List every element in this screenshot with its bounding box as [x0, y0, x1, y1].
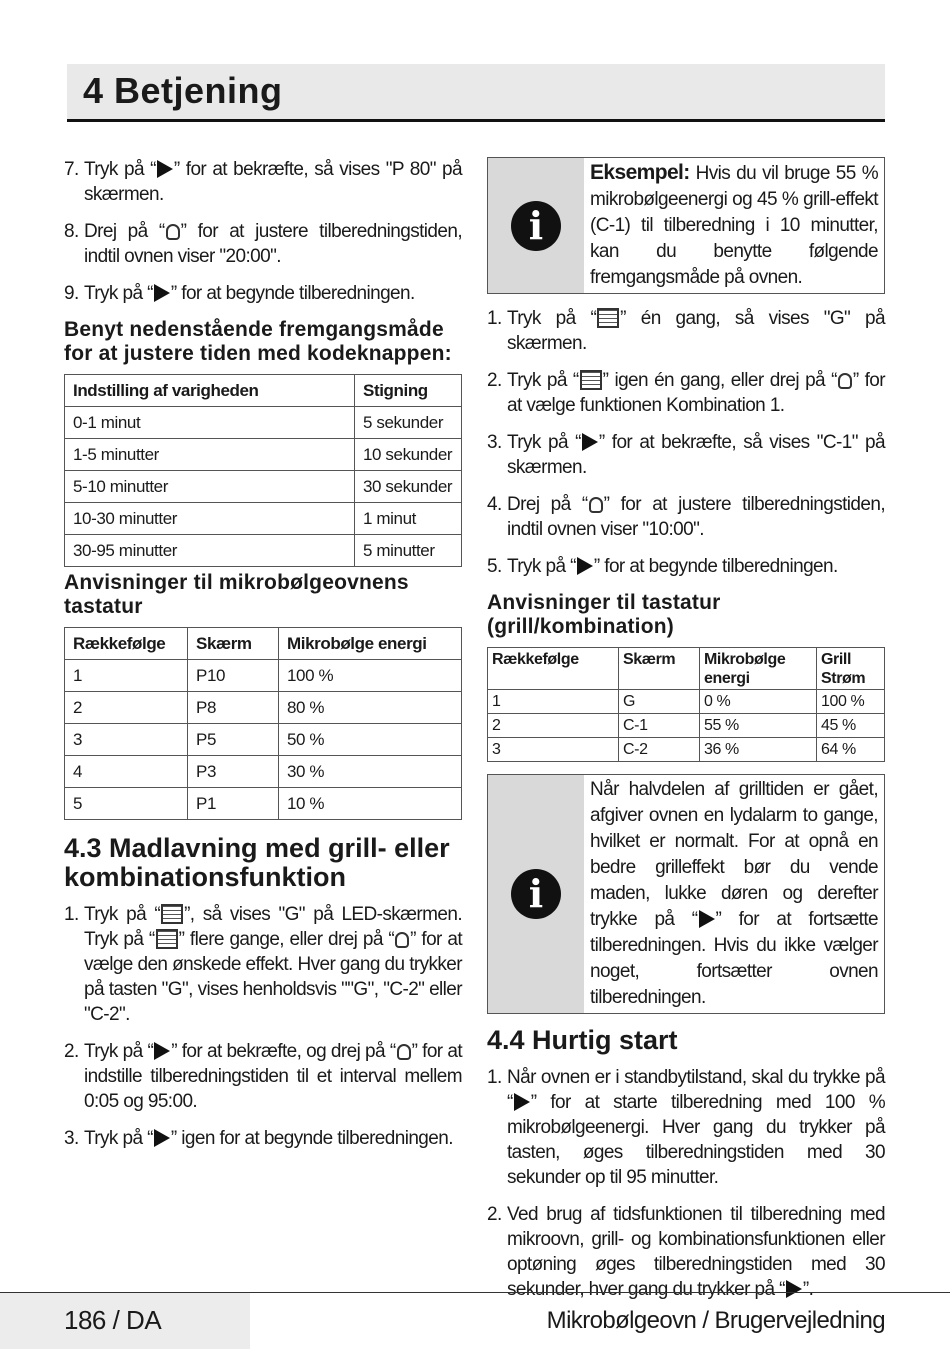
grill-table [487, 647, 885, 762]
table-row: 5 P1 10 % [65, 788, 462, 820]
heading-grill-keypad: Anvisninger til tastatur (grill/kombination) [487, 591, 721, 638]
info-icon: i [511, 869, 561, 919]
table-row: 4 P3 30 % [65, 756, 462, 788]
step-4-3-2: 2. Tryk på “ ” for at bekræfte, og drej på “ ” for at indstille tilberedningstiden til et interval mellem 0:05 og 95:00. [64, 1041, 463, 1112]
section-4-4-title: 4.4 Hurtig start [487, 1025, 678, 1055]
play-icon [699, 910, 715, 928]
example-note: i Eksempel: Hvis du vil bruge 55 % mikrobølgeenergi og 45 % grill-effekt (C-1) til tilberedning i 10 minutter, kan du benytte følgende fremgangsmåde på ovnen. [487, 157, 885, 294]
info-icon: i [511, 201, 561, 251]
table-header: Grill Strøm [817, 648, 885, 690]
table-row: 2 P8 80 % [65, 692, 462, 724]
chapter-title: 4 Betjening [83, 70, 283, 111]
grill-icon [161, 904, 183, 924]
table-row: 30-95 minutter 5 minutter [65, 535, 462, 567]
play-icon [157, 160, 173, 178]
heading-microwave-keypad: Anvisninger til mikrobølgeovnens tastatur [64, 571, 409, 618]
table-row: 0-1 minut 5 sekunder [65, 407, 462, 439]
play-icon [514, 1093, 530, 1111]
table-header: Mikrobølge energi [700, 648, 817, 690]
step-8: 8. Drej på “ ” for at justere tilberedningstiden, indtil ovnen viser "20:00". [64, 221, 462, 267]
step-r-3: 3. Tryk på “ ” for at bekræfte, så vises "C-1" på skærmen. [487, 432, 885, 478]
table-row: 1 P10 100 % [65, 660, 462, 692]
table-row: 2 C-1 55 % 45 % [488, 714, 885, 738]
table-header: Skærm [188, 628, 279, 660]
step-7: 7. Tryk på “ ” for at bekræfte, så vises "P 80" på skærmen. [64, 159, 462, 205]
step-9: 9. Tryk på “ ” for at begynde tilberedningen. [64, 283, 415, 304]
page-number-box [0, 1293, 250, 1349]
table-header: Rækkefølge [488, 648, 619, 690]
microwave-table [64, 627, 462, 820]
grill-icon [597, 308, 619, 328]
step-4-3-3: 3. Tryk på “ ” igen for at begynde tilberedningen. [64, 1128, 453, 1149]
info-icon-box [488, 158, 584, 293]
step-4-4-1: 1. Når ovnen er i standbytilstand, skal du trykke på “ ” for at starte tilberedning med 100 % mikrobølgeenergi. Hver gang du trykker på tasten, øges tilberedningstiden med 30 sekunder op til 95 minutter. [487, 1067, 885, 1188]
grill-icon [580, 370, 602, 390]
play-icon [154, 284, 170, 302]
heading-time-adjust: Benyt nedenstående fremgangsmåde for at justere tiden med kodeknappen: [64, 318, 452, 365]
grill-icon [156, 929, 178, 949]
play-icon [154, 1129, 170, 1147]
table-row: 3 C-2 36 % 64 % [488, 738, 885, 762]
play-icon [577, 557, 593, 575]
page-footer [0, 1292, 950, 1349]
section-4-3-title: 4.3 Madlavning med grill- eller kombinationsfunktion [64, 833, 450, 892]
page-number: 186 / DA [64, 1305, 162, 1335]
table-header: Stigning [355, 375, 462, 407]
table-header: Skærm [619, 648, 700, 690]
step-4-4-2: 2. Ved brug af tidsfunktionen til tilberedning med mikroovn, grill- og kombinationsfunktionen eller optøning øges tilberedningstiden med 30 sekunder, hver gang du trykker på “ ”. [487, 1204, 885, 1300]
table-row: 10-30 minutter 1 minut [65, 503, 462, 535]
footer-title: Mikrobølgeovn / Brugervejledning [546, 1307, 885, 1334]
step-r-5: 5. Tryk på “ ” for at begynde tilberedningen. [487, 556, 838, 577]
duration-table [64, 374, 462, 567]
table-header: Rækkefølge [65, 628, 188, 660]
knob-icon [589, 497, 603, 513]
info-icon-box [488, 775, 584, 1013]
right-column [487, 157, 885, 1314]
step-r-4: 4. Drej på “ ” for at justere tilberedningstiden, indtil ovnen viser "10:00". [487, 494, 885, 540]
grill-alarm-note: i Når halvdelen af grilltiden er gået, afgiver ovnen en lydalarm to gange, hvilket er normalt. For at opnå en bedre grilleffekt bør du vende maden, lukke døren og derefter trykke på “ ” for at fortsætte tilberedningen. Hvis du ikke vælger noget, fortsætter ovnen tilberedningen. [487, 774, 885, 1014]
table-row: 3 P5 50 % [65, 724, 462, 756]
play-icon [582, 433, 598, 451]
knob-icon [395, 932, 409, 948]
step-r-2: 2. Tryk på “ ” igen én gang, eller drej på “ ” for at vælge funktionen Kombination 1. [487, 370, 885, 416]
knob-icon [166, 224, 180, 240]
knob-icon [397, 1044, 411, 1060]
table-row: 1 G 0 % 100 % [488, 690, 885, 714]
knob-icon [838, 373, 852, 389]
left-column [64, 157, 462, 1163]
table-header: Indstilling af varigheden [65, 375, 355, 407]
table-header: Mikrobølge energi [279, 628, 462, 660]
table-row: 5-10 minutter 30 sekunder [65, 471, 462, 503]
step-4-3-1: 1. Tryk på “ ”, så vises "G" på LED-skærmen. Tryk på “ ” flere gange, eller drej på “ ” for at vælge den ønskede effekt. Hver gang du trykker på tasten "G", vises henholdsvis ""G", "C-2" eller "C-2". [64, 904, 462, 1025]
chapter-header [67, 64, 885, 122]
step-r-1: 1. Tryk på “ ” én gang, så vises "G" på skærmen. [487, 308, 885, 354]
play-icon [154, 1042, 170, 1060]
table-row: 1-5 minutter 10 sekunder [65, 439, 462, 471]
